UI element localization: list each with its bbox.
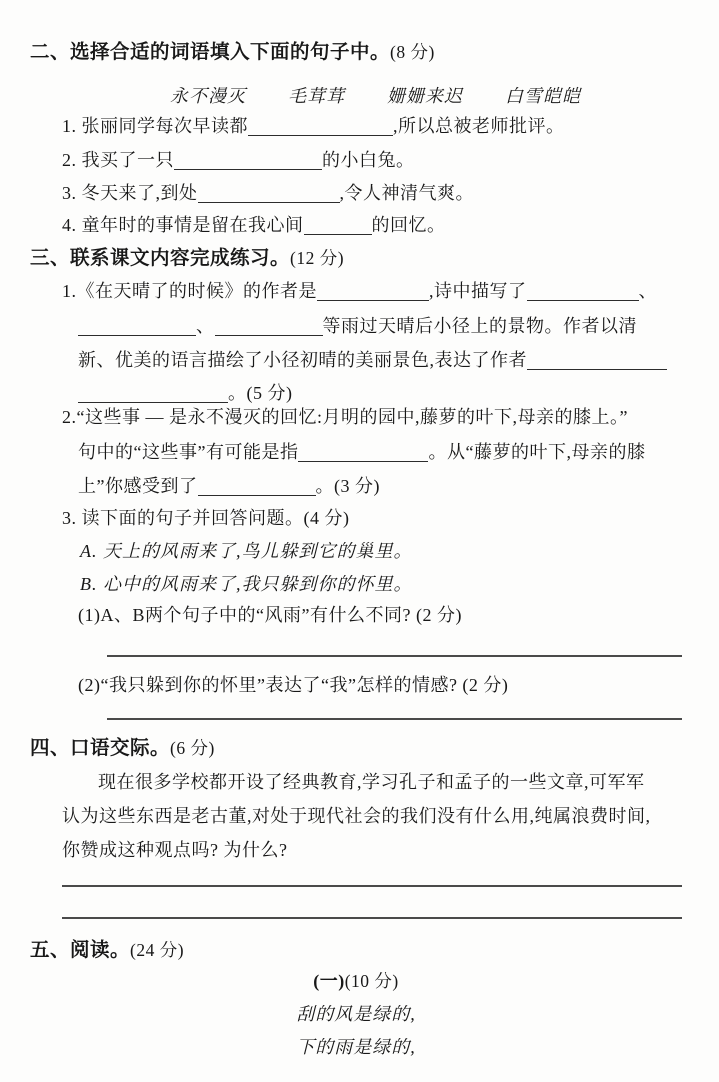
- passage-number: (一): [313, 971, 345, 991]
- sec2-item-1: [62, 115, 565, 138]
- poem-line-2: [30, 1036, 682, 1059]
- paragraph-text: 现在很多学校都开设了经典教育,学习孔子和孟子的一些文章,可军军: [98, 772, 645, 792]
- sec4-para-line1: [98, 771, 645, 794]
- sec3-q3-sub2: [78, 674, 508, 697]
- item-text: 等雨过天晴后小径上的景物。作者以清: [322, 316, 637, 336]
- sec3-q3-sentence-b: [80, 573, 413, 596]
- paragraph-text: 你赞成这种观点吗? 为什么?: [62, 840, 288, 860]
- section4-heading: [30, 736, 215, 760]
- item-text: ,令人神清气爽。: [339, 183, 474, 203]
- sec4-para-line3: [62, 839, 287, 862]
- fill-blank: [298, 460, 428, 462]
- section2-title: 二、选择合适的词语填入下面的句子中。: [30, 41, 391, 63]
- sec3-q3-intro: [62, 507, 350, 530]
- sec3-q3-sub1: [78, 604, 462, 627]
- section2-score: (8 分): [390, 42, 435, 62]
- sec3-q2-line3: [78, 475, 380, 498]
- item-text: 1.《在天晴了的时候》的作者是: [62, 281, 317, 301]
- item-text: 、: [638, 281, 657, 301]
- section5-title: 五、阅读。: [30, 939, 131, 961]
- item-text: 3. 读下面的句子并回答问题。(4 分): [62, 508, 350, 528]
- word-bank-item: 永不漫灭: [170, 86, 246, 106]
- word-bank-item: 白雪皑皑: [505, 86, 581, 106]
- item-text: B. 心中的风雨来了,我只躲到你的怀里。: [80, 574, 413, 594]
- word-bank: [170, 85, 581, 108]
- sec2-item-2: [62, 149, 415, 172]
- item-text: 。(5 分): [228, 383, 293, 403]
- item-text: (1)A、B两个句子中的“风雨”有什么不同? (2 分): [78, 605, 462, 625]
- fill-blank: [527, 299, 639, 301]
- item-text: 2. 我买了一只: [62, 150, 174, 170]
- sec3-q3-sentence-a: [80, 540, 413, 563]
- item-text: 句中的“这些事”有可能是指: [78, 442, 299, 462]
- sec3-q1-line3: [78, 349, 667, 372]
- sec2-item-4: [62, 214, 446, 237]
- paragraph-text: 认为这些东西是老古董,对处于现代社会的我们没有什么用,纯属浪费时间,: [62, 806, 651, 826]
- item-text: 3. 冬天来了,到处: [62, 183, 198, 203]
- answer-line: [107, 718, 682, 720]
- section3-score: (12 分): [290, 248, 345, 268]
- poem-text: 下的雨是绿的,: [296, 1037, 416, 1057]
- answer-line: [62, 885, 682, 887]
- fill-blank: [78, 401, 228, 403]
- sec3-q1-line2: [78, 315, 637, 338]
- section5-heading: [30, 938, 184, 962]
- sec2-item-3: [62, 182, 474, 205]
- fill-blank: [215, 334, 323, 336]
- section2-heading: [30, 40, 435, 64]
- section3-heading: [30, 246, 344, 270]
- item-text: 、: [196, 316, 215, 336]
- item-text: (2)“我只躲到你的怀里”表达了“我”怎样的情感? (2 分): [78, 675, 509, 695]
- fill-blank: [78, 334, 196, 336]
- passage-score: (10 分): [344, 971, 399, 991]
- fill-blank: [198, 494, 316, 496]
- item-text: 。(3 分): [315, 476, 380, 496]
- fill-blank: [304, 233, 372, 235]
- sec4-para-line2: [62, 805, 651, 828]
- item-text: ,所以总被老师批评。: [393, 116, 565, 136]
- item-text: 上”你感受到了: [78, 476, 198, 496]
- fill-blank: [248, 134, 393, 136]
- item-text: A. 天上的风雨来了,鸟儿躲到它的巢里。: [80, 541, 413, 561]
- section4-title: 四、口语交际。: [30, 737, 171, 759]
- fill-blank: [198, 201, 340, 203]
- sec3-q1-line1: [62, 280, 657, 303]
- item-text: 4. 童年时的事情是留在我心间: [62, 215, 304, 235]
- poem-text: 刮的风是绿的,: [296, 1004, 416, 1024]
- passage-subtitle: [30, 970, 682, 993]
- item-text: 。从“藤萝的叶下,母亲的膝: [428, 442, 646, 462]
- item-text: 1. 张丽同学每次早读都: [62, 116, 248, 136]
- item-text: 新、优美的语言描绘了小径初晴的美丽景色,表达了作者: [78, 350, 527, 370]
- fill-blank: [527, 368, 667, 370]
- item-text: ,诗中描写了: [429, 281, 527, 301]
- item-text: 的回忆。: [371, 215, 446, 235]
- word-bank-item: 毛茸茸: [288, 86, 345, 106]
- fill-blank: [174, 168, 322, 170]
- answer-line: [62, 917, 682, 919]
- answer-line: [107, 655, 682, 657]
- item-text: 2.“这些事 — 是永不漫灭的回忆:月明的园中,藤萝的叶下,母亲的膝上。”: [62, 407, 628, 427]
- section5-score: (24 分): [130, 940, 185, 960]
- sec3-q2-line2: [78, 441, 645, 464]
- poem-line-1: [30, 1003, 682, 1026]
- word-bank-item: 姗姗来迟: [387, 86, 463, 106]
- section4-score: (6 分): [170, 738, 215, 758]
- sec3-q2-line1: [62, 406, 628, 429]
- sec3-q1-line4: [78, 382, 293, 405]
- item-text: 的小白兔。: [322, 150, 415, 170]
- fill-blank: [317, 299, 429, 301]
- section3-title: 三、联系课文内容完成练习。: [30, 247, 291, 269]
